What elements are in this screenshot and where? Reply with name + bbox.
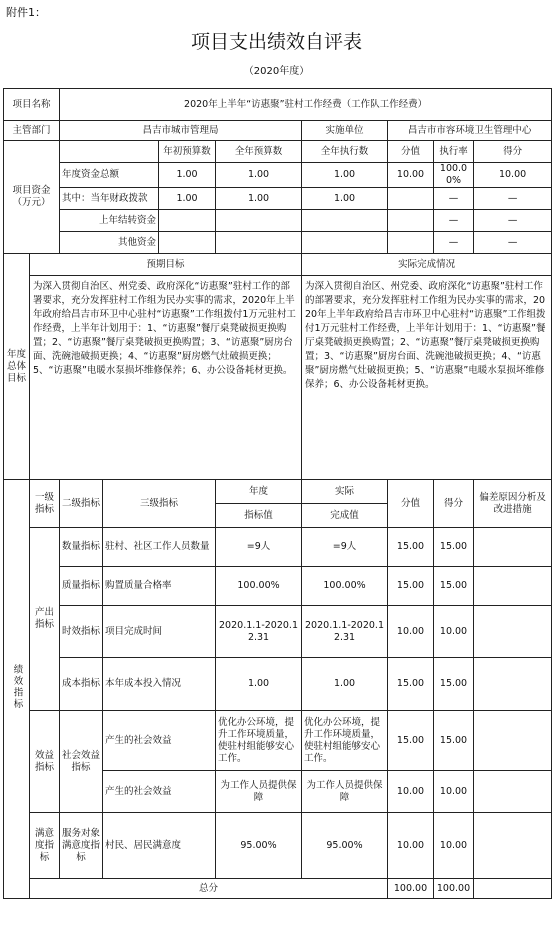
- goals-label: 年度总体目标: [4, 254, 30, 480]
- perf-score: 15.00: [434, 567, 474, 606]
- perf-reason: [474, 711, 552, 771]
- project-name-label: 项目名称: [4, 89, 60, 121]
- funds-row-score-value: [388, 188, 434, 210]
- perf-target: 优化办公环境，提升工作环境质量，使驻村组能够安心工作。: [216, 711, 302, 771]
- perf-h-reason: 偏差原因分析及改进措施: [474, 480, 552, 528]
- page-title: 项目支出绩效自评表: [190, 31, 362, 53]
- perf-target: 100.00%: [216, 567, 302, 606]
- funds-row-annual: 1.00: [216, 188, 302, 210]
- funds-row-exec: 1.00: [302, 188, 388, 210]
- goals-header-row: [4, 254, 552, 276]
- funds-h-rate: 执行率: [434, 141, 474, 163]
- perf-reason: [474, 567, 552, 606]
- perf-score-value: 15.00: [388, 711, 434, 771]
- perf-h-l3: 三级指标: [103, 480, 216, 528]
- impl-value: 昌吉市市容环境卫生管理中心: [388, 121, 552, 141]
- perf-h-year: 年度: [216, 480, 302, 504]
- perf-score-value: 10.00: [388, 813, 434, 879]
- perf-row: [4, 528, 552, 567]
- funds-row: [4, 188, 552, 210]
- project-name-row: [4, 89, 552, 121]
- department-row: [4, 121, 552, 141]
- goals-text-row: [4, 276, 552, 480]
- funds-row-initial: 1.00: [159, 163, 216, 188]
- perf-target: 2020.1.1-2020.12.31: [216, 606, 302, 658]
- perf-h-target: 指标值: [216, 504, 302, 528]
- perf-h-l1: 一级指标: [30, 480, 60, 528]
- funds-label: 项目资金（万元）: [4, 141, 60, 254]
- perf-score: 10.00: [434, 771, 474, 813]
- service-satisfaction-label: 服务对象满意度指标: [60, 813, 103, 879]
- funds-row: [4, 210, 552, 232]
- perf-target: 95.00%: [216, 813, 302, 879]
- perf-reason: [474, 813, 552, 879]
- funds-h-annual: 全年预算数: [216, 141, 302, 163]
- perf-row: [4, 567, 552, 606]
- project-name-value: 2020年上半年“访惠聚”驻村工作经费（工作队工作经费）: [60, 89, 552, 121]
- funds-row-name: 其中：当年财政拨款: [60, 188, 159, 210]
- funds-row-annual: [216, 232, 302, 254]
- perf-row: [4, 711, 552, 771]
- perf-target: =9人: [216, 528, 302, 567]
- funds-row-exec: [302, 232, 388, 254]
- perf-h-actual: 实际: [302, 480, 388, 504]
- perf-actual: 优化办公环境，提升工作环境质量，使驻村组能够安心工作。: [302, 711, 388, 771]
- perf-row: [4, 658, 552, 711]
- funds-row-rate: —: [434, 232, 474, 254]
- funds-h-initial: 年初预算数: [159, 141, 216, 163]
- funds-row-annual: [216, 210, 302, 232]
- funds-h-score: 得分: [474, 141, 552, 163]
- total-label: 总分: [30, 879, 388, 899]
- perf-score: 10.00: [434, 606, 474, 658]
- funds-row-exec: 1.00: [302, 163, 388, 188]
- dept-label: 主管部门: [4, 121, 60, 141]
- perf-reason: [474, 528, 552, 567]
- perf-l3: 驻村、社区工作人员数量: [103, 528, 216, 567]
- perf-score-value: 10.00: [388, 771, 434, 813]
- funds-row-rate: —: [434, 188, 474, 210]
- satisfaction-indicator-label: 满意度指标: [30, 813, 60, 879]
- expected-goal-text: 为深入贯彻自治区、州党委、政府深化“访惠聚”驻村工作的部署要求，充分发挥驻村工作组为民办实事的需求，2020年上半年政府给昌吉市环卫中心驻村“访惠聚”工作组拨付1万元驻村工作经费，上半年计划用于：1、“访惠聚”餐厅桌凳破损更换购置；2、“访惠聚”餐厅桌凳破损更换购置；3、“访惠聚”厨房台面、洗碗池破损更换；4、“访惠聚”厨房燃气灶破损更换；5、“访惠聚”电暖水泵损坏维修保养；6、办公设备耗材更换。: [30, 276, 302, 480]
- perf-l2: 成本指标: [60, 658, 103, 711]
- funds-h-score-value: 分值: [388, 141, 434, 163]
- perf-l3: 产生的社会效益: [103, 771, 216, 813]
- perf-reason: [474, 658, 552, 711]
- perf-h-score: 得分: [434, 480, 474, 528]
- actual-result-label: 实际完成情况: [302, 254, 552, 276]
- perf-l3: 购置质量合格率: [103, 567, 216, 606]
- perf-score-value: 10.00: [388, 606, 434, 658]
- total-row: [4, 879, 552, 899]
- perf-l2: 质量指标: [60, 567, 103, 606]
- perf-actual: 2020.1.1-2020.12.31: [302, 606, 388, 658]
- perf-h-l2: 二级指标: [60, 480, 103, 528]
- funds-row-rate: —: [434, 210, 474, 232]
- perf-target: 为工作人员提供保障: [216, 771, 302, 813]
- funds-row-initial: 1.00: [159, 188, 216, 210]
- funds-row-score-value: 10.00: [388, 163, 434, 188]
- evaluation-table: [3, 88, 552, 899]
- perf-actual: 95.00%: [302, 813, 388, 879]
- perf-actual: 为工作人员提供保障: [302, 771, 388, 813]
- funds-row-rate: 100.00%: [434, 163, 474, 188]
- perf-h-score-value: 分值: [388, 480, 434, 528]
- perf-h-done: 完成值: [302, 504, 388, 528]
- attachment-label: 附件1：: [6, 6, 46, 19]
- funds-row-score: —: [474, 232, 552, 254]
- funds-row-initial: [159, 210, 216, 232]
- funds-row-name: 其他资金: [60, 232, 159, 254]
- total-value: 100.00: [388, 879, 434, 899]
- funds-row-score: —: [474, 188, 552, 210]
- perf-reason: [474, 606, 552, 658]
- funds-row: [4, 232, 552, 254]
- funds-row-score-value: [388, 210, 434, 232]
- perf-row: [4, 606, 552, 658]
- perf-actual: 1.00: [302, 658, 388, 711]
- funds-row-initial: [159, 232, 216, 254]
- perf-actual: =9人: [302, 528, 388, 567]
- perf-l3: 本年成本投入情况: [103, 658, 216, 711]
- perf-score: 10.00: [434, 813, 474, 879]
- perf-label-text: 绩效指标: [11, 664, 23, 710]
- total-reason: [474, 879, 552, 899]
- funds-row-score-value: [388, 232, 434, 254]
- funds-row-name: 上年结转资金: [60, 210, 159, 232]
- output-indicator-label: 产出指标: [30, 528, 60, 711]
- funds-row: [4, 163, 552, 188]
- perf-row: [4, 813, 552, 879]
- funds-row-score: —: [474, 210, 552, 232]
- perf-target: 1.00: [216, 658, 302, 711]
- perf-actual: 100.00%: [302, 567, 388, 606]
- perf-score-value: 15.00: [388, 528, 434, 567]
- perf-l2: 数量指标: [60, 528, 103, 567]
- perf-score-value: 15.00: [388, 658, 434, 711]
- perf-l3: 产生的社会效益: [103, 711, 216, 771]
- funds-row-score: 10.00: [474, 163, 552, 188]
- perf-l3: 项目完成时间: [103, 606, 216, 658]
- perf-reason: [474, 771, 552, 813]
- perf-l2: 时效指标: [60, 606, 103, 658]
- total-score: 100.00: [434, 879, 474, 899]
- perf-header-row: [4, 480, 552, 504]
- perf-score-value: 15.00: [388, 567, 434, 606]
- funds-row-exec: [302, 210, 388, 232]
- perf-score: 15.00: [434, 658, 474, 711]
- funds-header-blank: [60, 141, 159, 163]
- funds-h-exec: 全年执行数: [302, 141, 388, 163]
- social-benefit-label: 社会效益指标: [60, 711, 103, 813]
- perf-score: 15.00: [434, 528, 474, 567]
- expected-goal-label: 预期目标: [30, 254, 302, 276]
- funds-row-name: 年度资金总额: [60, 163, 159, 188]
- year-label: （2020年度）: [243, 66, 310, 77]
- perf-label: [4, 480, 30, 899]
- perf-score: 15.00: [434, 711, 474, 771]
- benefit-indicator-label: 效益指标: [30, 711, 60, 813]
- impl-label: 实施单位: [302, 121, 388, 141]
- funds-row-annual: 1.00: [216, 163, 302, 188]
- funds-header-row: [4, 141, 552, 163]
- dept-value: 昌吉市城市管理局: [60, 121, 302, 141]
- actual-result-text: 为深入贯彻自治区、州党委、政府深化“访惠聚”驻村工作的部署要求，充分发挥驻村工作组为民办实事的需求，2020年上半年政府给昌吉市环卫中心驻村“访惠聚”工作组拨付1万元驻村工作经费，上半年计划用于：1、“访惠聚”餐厅桌凳破损更换购置；2、“访惠聚”餐厅桌凳破损更换购置；3、“访惠聚”厨房台面、洗碗池破损更换；4、“访惠聚”厨房燃气灶破损更换；5、“访惠聚”电暖水泵损坏维修保养；6、办公设备耗材更换。: [302, 276, 552, 480]
- perf-l3: 村民、居民满意度: [103, 813, 216, 879]
